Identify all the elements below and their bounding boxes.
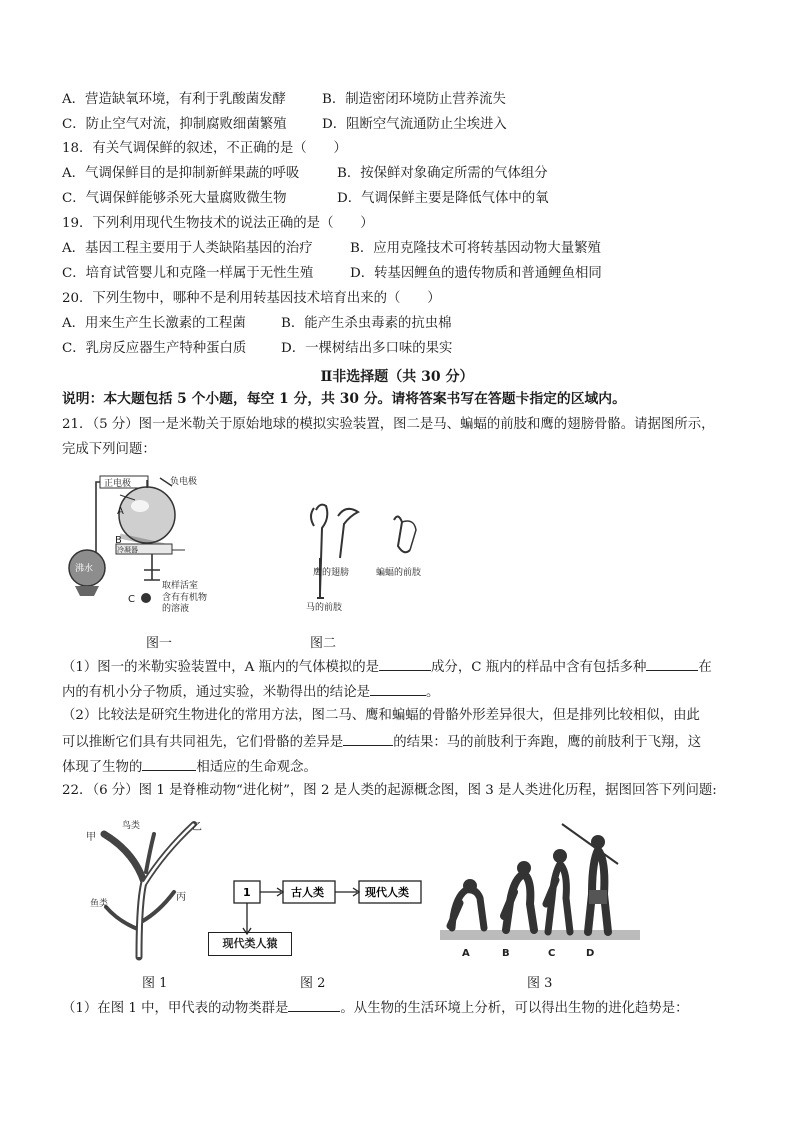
- human-evolution-figure: [440, 818, 640, 958]
- fig1-label-sampling-chamber: 取样活室: [162, 581, 199, 591]
- q19-option-a: A．基因工程主要用于人类缺陷基因的治疗: [62, 241, 313, 256]
- q19-option-b: B．应用克隆技术可将转基因动物大量繁殖: [350, 241, 601, 256]
- miller-apparatus-figure: [60, 470, 265, 625]
- q21-part2-line3: 体现了生物的 相适应的生命观念。: [62, 757, 317, 777]
- fig1-caption: 图一: [146, 636, 173, 651]
- fig1-label-b: B: [115, 535, 122, 546]
- fig2-box-modern-apes: 现代类人猿: [208, 932, 292, 956]
- q18-option-a: A．气调保鲜目的是抑制新鲜果蔬的呼吸: [62, 166, 300, 181]
- fig1-label-jia: 甲: [86, 832, 96, 843]
- q18-option-b: B．按保鲜对象确定所需的气体组分: [337, 166, 548, 181]
- fig2-label-bat-forelimb: 蝙蝠的前肢: [376, 568, 422, 578]
- blank-21-1[interactable]: [379, 657, 431, 671]
- fig2-label-horse-forelimb: 马的前肢: [306, 603, 343, 613]
- fig2-map-caption: 图 2: [300, 976, 326, 991]
- fig1-label-positive-electrode: 正电极: [104, 479, 132, 489]
- fig2-caption: 图二: [310, 636, 337, 651]
- fig1-label-bing: 丙: [176, 892, 186, 903]
- q17-option-a: A．营造缺氧环境，有利于乳酸菌发酵: [62, 92, 286, 107]
- q19-option-d: D．转基因鲤鱼的遗传物质和普通鲤鱼相同: [350, 266, 602, 281]
- q21-part2-line2: 可以推断它们具有共同祖先，它们骨骼的差异是 的结果：马的前肢利于奔跑，鹰的前肢利于飞翔，这: [62, 732, 701, 752]
- q17-option-d: D．阻断空气流通防止尘埃进入: [322, 117, 507, 132]
- q20-option-b: B．能产生杀虫毒素的抗虫棉: [281, 316, 452, 331]
- q18-stem: 18．有关气调保鲜的叙述，不正确的是（ ）: [62, 141, 347, 156]
- blank-21-4[interactable]: [343, 732, 393, 746]
- limb-bones-figure: [298, 498, 448, 613]
- q18-option-c: C．气调保鲜能够杀死大量腐败微生物: [62, 191, 287, 206]
- q21-part1-line1: （1）图一的米勒实验装置中，A 瓶内的气体模拟的是 成分，C 瓶内的样品中含有包括多种 在: [62, 657, 712, 677]
- q21-part1-line2: 内的有机小分子物质，通过实验，米勒得出的结论是 。: [62, 682, 439, 702]
- q20-option-c: C．乳房反应器生产特种蛋白质: [62, 341, 247, 356]
- fig1-label-yi: 乙: [192, 822, 202, 833]
- fig1-label-condenser: 冷凝器: [117, 546, 138, 554]
- evolution-tree-figure: [84, 812, 224, 962]
- q19-option-c: C．培育试管婴儿和克隆一样属于无性生殖: [62, 266, 314, 281]
- blank-22-1[interactable]: [288, 998, 340, 1012]
- blank-21-2[interactable]: [646, 657, 698, 671]
- fig2-box-ancient-humans: 古人类: [291, 886, 324, 899]
- q20-option-d: D．一棵树结出多口味的果实: [281, 341, 453, 356]
- q17-option-b: B．制造密闭环境防止营养流失: [322, 92, 506, 107]
- fig3-evolution-caption: 图 3: [527, 976, 553, 991]
- fig1-tree-caption: 图 1: [142, 976, 168, 991]
- q20-stem: 20．下列生物中，哪种不是利用转基因技术培育出来的（ ）: [62, 291, 441, 306]
- q17-option-c: C．防止空气对流，抑制腐败细菌繁殖: [62, 117, 287, 132]
- fig1-label-birds: 鸟类: [122, 821, 141, 831]
- fig2-label-eagle-wing: 鹰的翅膀: [313, 568, 350, 578]
- q18-option-d: D．气调保鲜主要是降低气体中的氧: [337, 191, 549, 206]
- fig2-box-1: 1: [243, 886, 251, 899]
- blank-21-5[interactable]: [142, 757, 196, 771]
- q21-part2-line1: （2）比较法是研究生物进化的常用方法，图二马、鹰和蝙蝠的骨骼外形差异很大，但是排列比较相似，由此: [62, 708, 700, 723]
- section-note: 说明：本大题包括 5 个小题，每空 1 分，共 30 分。请将答案书写在答题卡指定的区域内。: [62, 391, 626, 407]
- fig1-label-c: C: [128, 594, 135, 605]
- q22-part1: （1）在图 1 中，甲代表的动物类群是 。从生物的生活环境上分析，可以得出生物的进化趋势是：: [62, 998, 689, 1018]
- fig1-label-boiling-water: 沸水: [75, 564, 94, 574]
- section-title: Ⅱ非选择题（共 30 分）: [320, 369, 474, 385]
- fig3-label-c: C: [548, 948, 556, 958]
- fig1-label-negative-electrode: 负电极: [170, 477, 198, 487]
- fig3-label-d: D: [586, 948, 595, 958]
- fig1-label-fish: 鱼类: [90, 899, 109, 909]
- fig1-label-organic: 含有有机物: [162, 593, 208, 603]
- q19-stem: 19．下列利用现代生物技术的说法正确的是（ ）: [62, 216, 374, 231]
- q22-stem: 22．（6 分）图 1 是脊椎动物“进化树”，图 2 是人类的起源概念图，图 3 是人类进化历程，据图回答下列问题:: [62, 783, 717, 798]
- fig3-label-b: B: [502, 948, 510, 958]
- q21-stem-line2: 完成下列问题：: [62, 442, 156, 457]
- fig2-box-modern-humans: 现代人类: [365, 886, 409, 899]
- q21-stem-line1: 21．（5 分）图一是米勒关于原始地球的模拟实验装置，图二是马、蝙蝠的前肢和鹰的翅膀骨骼。请据图所示，: [62, 417, 715, 432]
- fig1-label-solution: 的溶液: [162, 604, 190, 614]
- q20-option-a: A．用来生产生长激素的工程菌: [62, 316, 246, 331]
- fig3-label-a: A: [462, 948, 470, 958]
- fig1-label-a: A: [117, 506, 124, 517]
- blank-21-3[interactable]: [370, 682, 426, 696]
